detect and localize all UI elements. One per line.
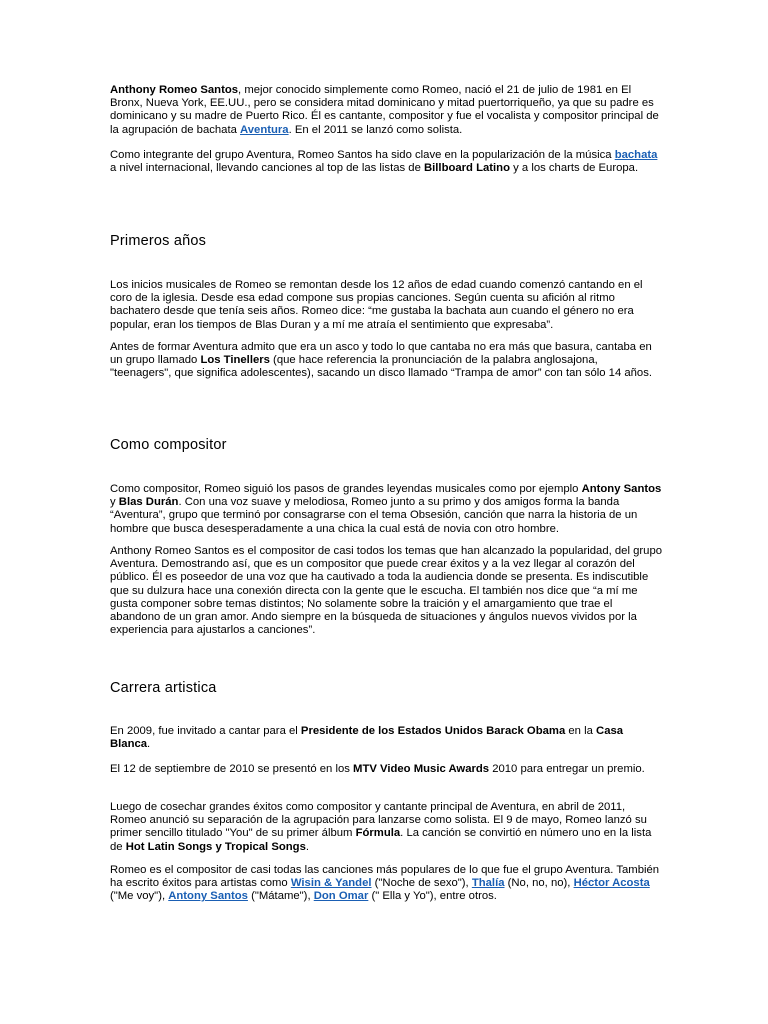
heading-primeros-anos: Primeros años	[110, 233, 207, 249]
link-don-omar[interactable]: Don Omar	[313, 890, 369, 903]
heading-como-compositor: Como compositor	[110, 437, 227, 453]
primeros-paragraph-1: Los inicios musicales de Romeo se remontan desde los 12 años de edad cuando comenzó cantando en el coro de la iglesia. Desde esa edad compone sus propias canciones. Según cuenta su afición al ritmo bachatero desde que tenía seis años. Romeo dice: “me gustaba la bachata aun cuando el género no era popular, eran los tiempos de Blas Duran y a mí me atraía el sentimiento que expresaba”.	[110, 279, 643, 331]
text-span: a nivel internacional, llevando canciones al top de las listas de	[110, 162, 424, 175]
primeros-paragraph-2	[110, 341, 662, 381]
bold-name: Anthony Romeo Santos	[110, 84, 239, 96]
link-hector-acosta[interactable]: Héctor Acosta	[573, 877, 650, 890]
text-span: (No, no, no),	[504, 877, 574, 890]
compositor-paragraph-2: Anthony Romeo Santos es el compositor de casi todos los temas que han alcanzado la popularidad, del grupo Aventura. Demostrando así, que es un compositor que puede crear éxitos y a la vez llegar al corazón del público. Él es poseedor de una voz que ha cautivado a toda la audiencia donde se presenta. Es indiscutible que su dulzura hace una conexión directa con la gente que le escucha. El también nos dice que “a mí me gusta componer sobre temas distintos; No solamente sobre la traición y el amargamiento que trae el abandono de un gran amor. Ando siempre en la búsqueda de situaciones y ángulos nuevos vividos por la experiencia para ajustarlos a canciones”.	[110, 545, 663, 637]
text-span: ("Mátame"),	[247, 890, 314, 903]
carrera-paragraph-1	[110, 725, 662, 751]
text-span: .	[147, 738, 151, 751]
compositor-paragraph-1	[110, 483, 662, 536]
text-span: y a los charts de Europa.	[509, 162, 639, 175]
text-span: , mejor conocido simplemente como Romeo, nació el 21 de julio de 1981 en El Bronx, Nueva York, EE.UU., pero se considera mitad dominicano y mitad puertorriqueño, ya que su padre es dominicano y su madre de Puerto Rico. Él es cantante, compositor y fue el vocalista y compositor principal de la agrupación de bachata	[110, 84, 659, 136]
text-span: ("Me voy"),	[110, 890, 169, 903]
link-thalia[interactable]: Thalía	[471, 877, 505, 890]
text-span: y	[110, 496, 119, 509]
text-span: . Con una voz suave y melodiosa, Romeo junto a su primo y dos amigos forma la banda “Aventura”, grupo que terminó por consagrarse con el tema Obsesión, canción que narra la historia de un hombre que busca desesperadamente a una chica la cual está de novia con otro hombre.	[110, 496, 638, 535]
text-span: (" Ella y Yo"), entre otros.	[368, 890, 497, 903]
carrera-paragraph-3	[110, 801, 662, 854]
link-wisin-yandel[interactable]: Wisin & Yandel	[290, 877, 372, 890]
bold-casa-blanca: Casa Blanca	[110, 725, 624, 751]
bold-hot-latin: Hot Latin Songs y Tropical Songs	[125, 840, 306, 853]
text-span: . La canción se convirtió en número uno en la lista de	[110, 827, 652, 853]
bold-blas-duran: Blas Durán	[118, 496, 179, 509]
text-span: ("Noche de sexo"),	[371, 877, 472, 890]
text-span: .	[305, 840, 309, 853]
text-span: Como integrante del grupo Aventura, Romeo Santos ha sido clave en la popularización de la música	[110, 149, 615, 161]
heading-carrera-artistica: Carrera artistica	[110, 680, 217, 696]
bold-tinellers: Los Tinellers	[200, 354, 270, 367]
text-span: Romeo es el compositor de casi todas las canciones más populares de lo que fue el grupo Aventura. También ha escrito éxitos para artistas como	[110, 864, 660, 890]
bold-mtv: MTV Video Music Awards	[353, 763, 490, 775]
bold-billboard: Billboard Latino	[424, 162, 510, 175]
text-span: El 12 de septiembre de 2010 se presentó en los	[110, 763, 354, 775]
bold-presidente: Presidente de los Estados Unidos Barack Obama	[300, 725, 566, 737]
link-bachata[interactable]: bachata	[614, 149, 658, 161]
text-span: (que hace referencia la pronunciación de la palabra anglosajona, "teenagers", que significa adolescentes), sacando un disco llamado “Trampa de amor” con tan sólo 14 años.	[110, 354, 653, 380]
text-span: En 2009, fue invitado a cantar para el	[110, 725, 301, 737]
text-span: en la	[565, 725, 597, 737]
carrera-paragraph-4	[110, 864, 662, 904]
bold-antony-santos: Antony Santos	[581, 483, 662, 495]
intro-paragraph-1	[110, 84, 662, 137]
text-span: Como compositor, Romeo siguió los pasos de grandes leyendas musicales como por ejemplo	[110, 483, 582, 495]
link-antony-santos[interactable]: Antony Santos	[168, 890, 248, 903]
text-span: Luego de cosechar grandes éxitos como compositor y cantante principal de Aventura, en abril de 2011, Romeo anunció su separación de la agrupación para lanzarse como solista. El 9 de mayo, Romeo lanzó su primer sencillo titulado "You" de su primer álbum	[110, 801, 647, 840]
text-span: . En el 2011 se lanzó como solista.	[288, 123, 463, 136]
link-aventura[interactable]: Aventura	[240, 123, 289, 136]
intro-paragraph-2	[110, 149, 662, 175]
carrera-paragraph-2	[110, 763, 662, 776]
bold-formula: Fórmula	[355, 827, 401, 840]
text-span: 2010 para entregar un premio.	[489, 763, 645, 775]
text-span: Antes de formar Aventura admito que era un asco y todo lo que cantaba no era más que basura, cantaba en un grupo llamado	[110, 341, 652, 367]
